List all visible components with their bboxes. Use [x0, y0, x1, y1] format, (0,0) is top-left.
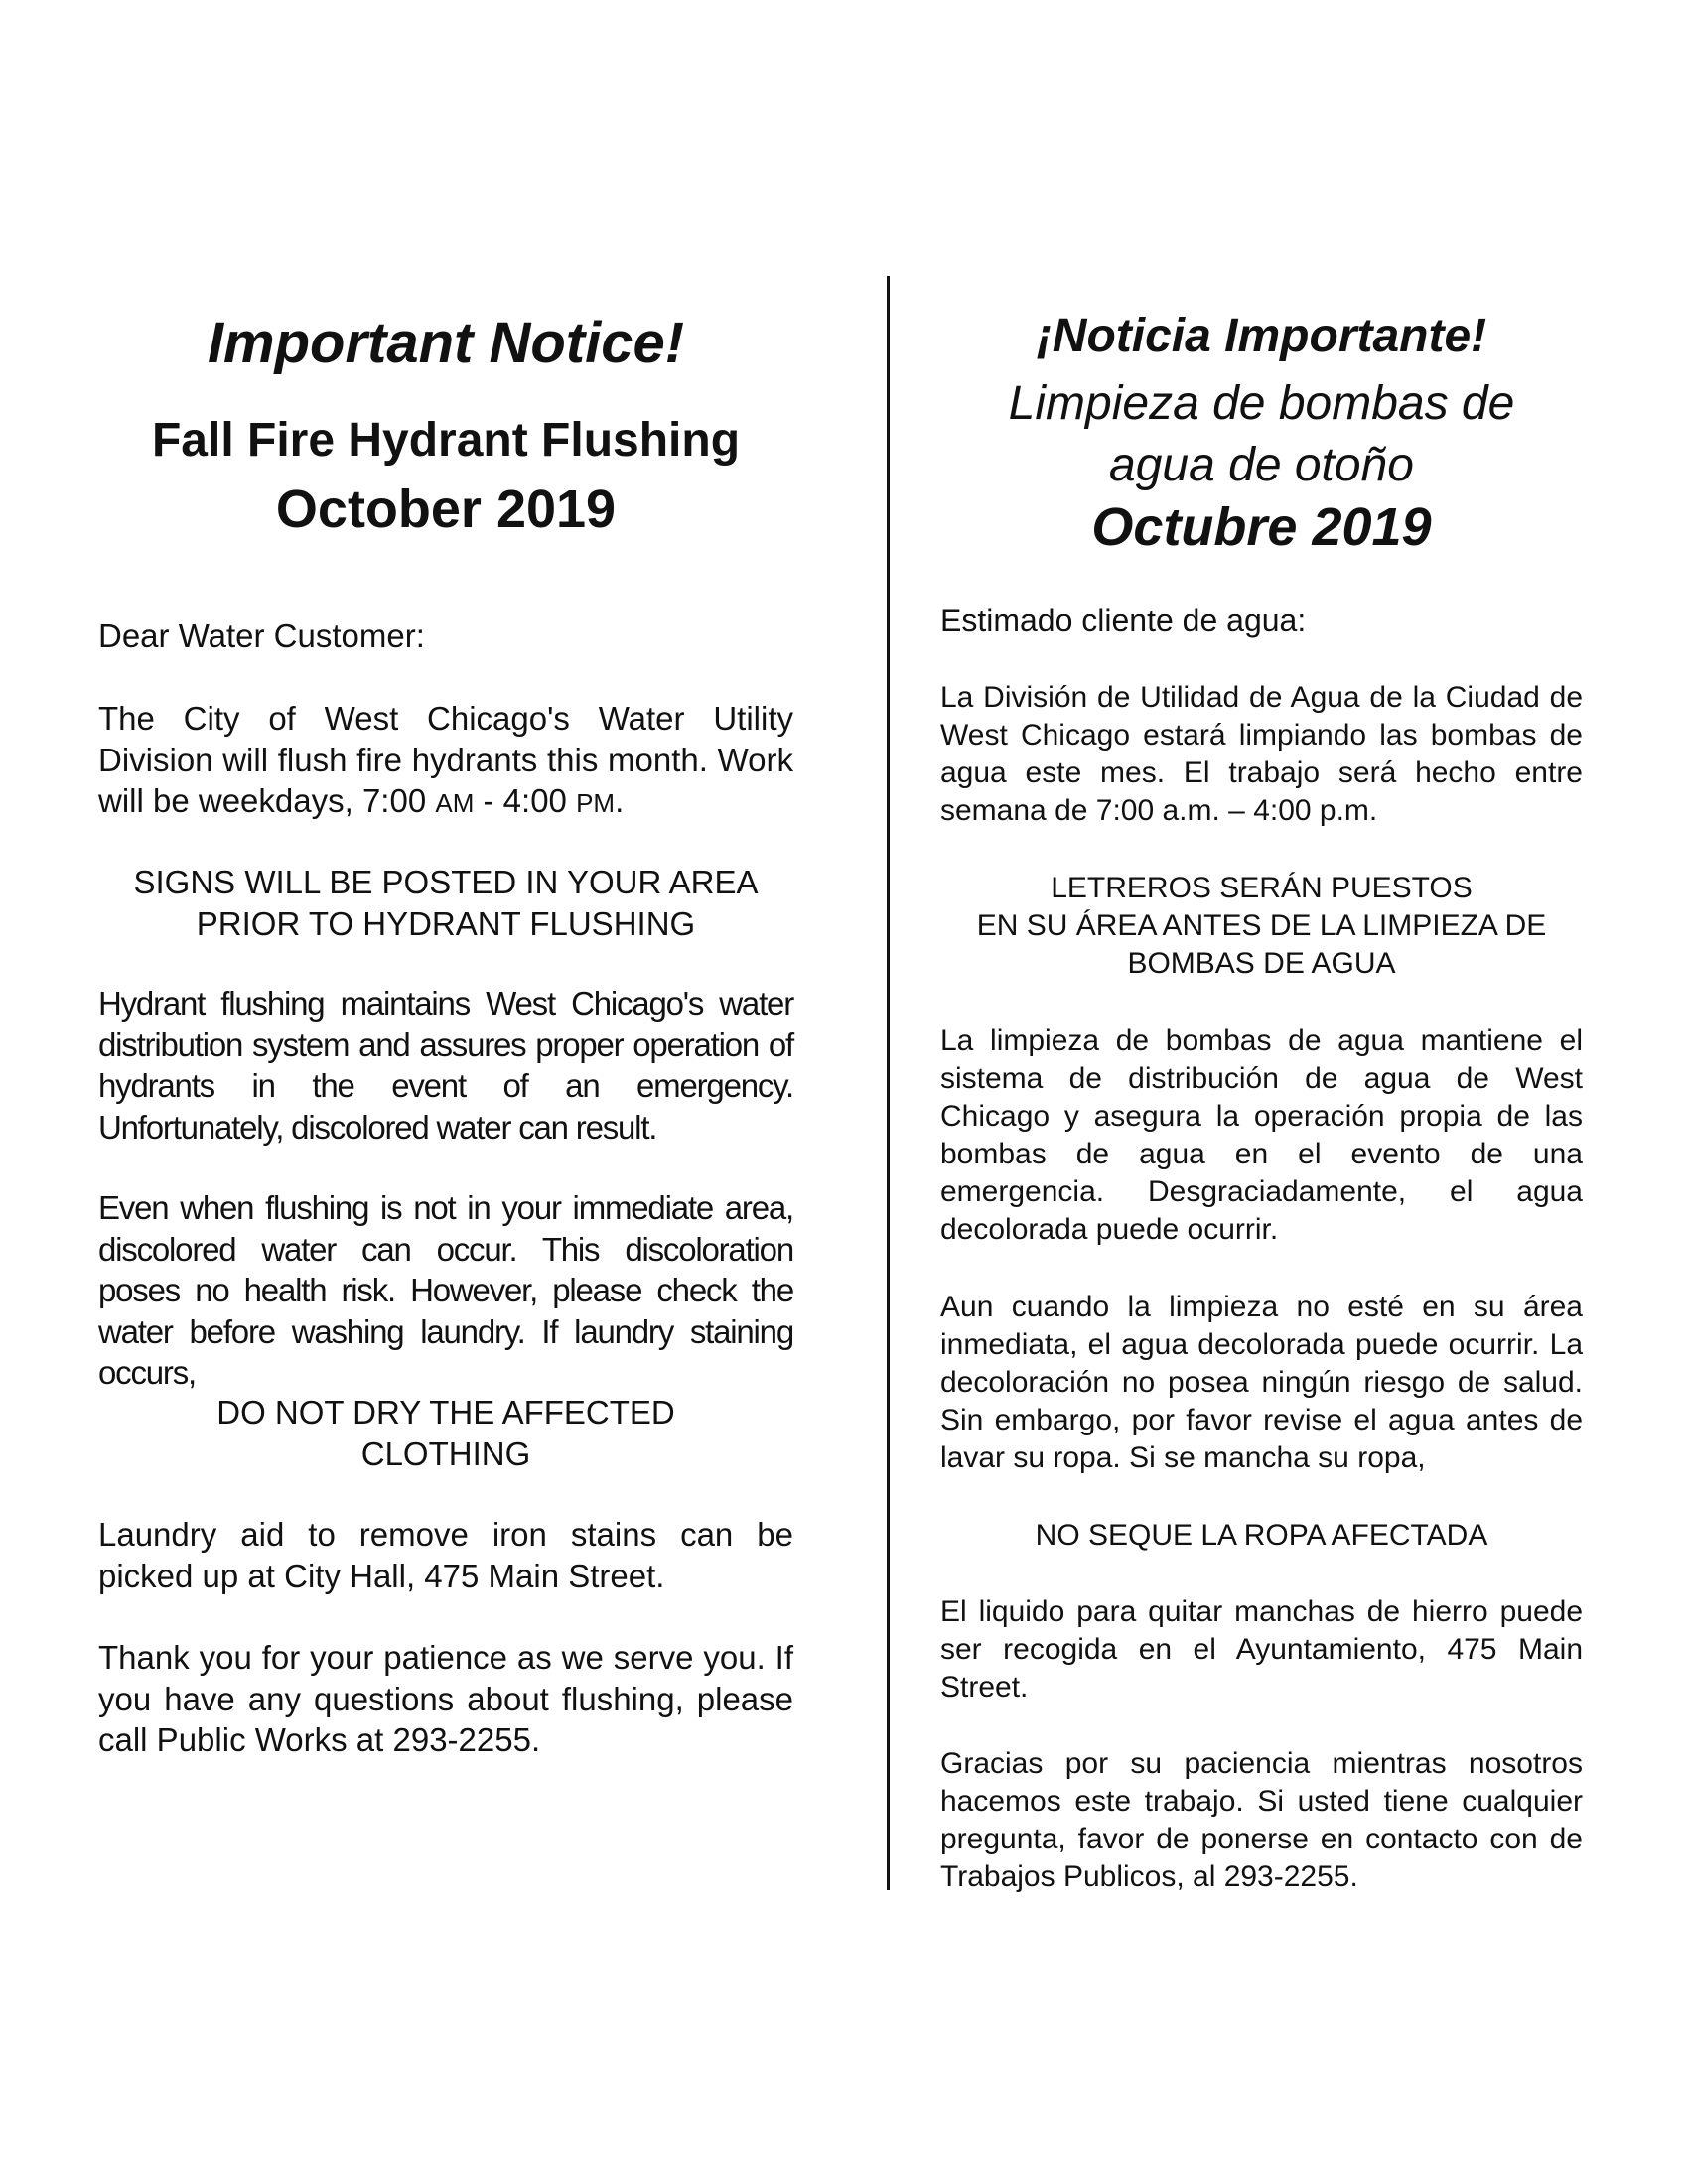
spanish-subtitle	[940, 373, 1583, 496]
spanish-date: Octubre 2019	[1091, 497, 1432, 557]
spanish-paragraph-1: La División de Utilidad de Agua de la Ciudad de West Chicago estará limpiando las bombas de agua este mes. El trabajo será hecho entre semana de 7:00 a.m. – 4:00 p.m.	[940, 681, 1583, 827]
spanish-subtitle-line-2: agua de otoño	[1109, 439, 1414, 491]
spanish-warning: NO SEQUE LA ROPA AFECTADA	[1035, 1519, 1488, 1552]
english-paragraph-5: Thank you for your patience as we serve you. If you have any questions about flushing, please call Public Works at 293-2255.	[98, 1639, 793, 1758]
spanish-signs-line-1: LETREROS SERÁN PUESTOS	[1051, 872, 1473, 904]
english-warning-line-1: DO NOT DRY THE AFFECTED	[216, 1394, 675, 1431]
spanish-signs-notice	[940, 870, 1583, 983]
english-greeting: Dear Water Customer:	[98, 617, 425, 654]
spanish-paragraph-5: Gracias por su paciencia mientras nosotros hacemos este trabajo. Si usted tiene cualquier pregunta, favor de ponerse en contacto con de Trabajos Publicos, al 293-2255.	[940, 1747, 1583, 1893]
spanish-signs-line-3: BOMBAS DE AGUA	[1127, 947, 1396, 980]
english-signs-line-1: SIGNS WILL BE POSTED IN YOUR AREA	[133, 864, 759, 900]
spanish-paragraph-2: La limpieza de bombas de agua mantiene el sistema de distribución de agua de West Chicago y asegura la operación propia de las bombas de agua en el evento de una emergencia. Desgraciadamente, el agua decolorada puede ocurrir.	[940, 1024, 1583, 1246]
english-paragraph-1: The City of West Chicago's Water Utility Division will flush fire hydrants this month. Work will be weekdays, 7:00 AM - 4:00 PM.	[98, 700, 793, 819]
spanish-paragraph-3: Aun cuando la limpieza no esté en su área inmediata, el agua decolorada puede ocurrir. La decoloración no posea ningún riesgo de salud. Sin embargo, por favor revise el agua antes de lavar su ropa. Si se mancha su ropa,	[940, 1291, 1583, 1474]
english-warning	[98, 1392, 793, 1474]
english-paragraph-3: Even when flushing is not in your immediate area, discolored water can occur. This discoloration poses no health risk. However, please check the water before washing laundry. If laundry staining occurs,	[98, 1189, 793, 1391]
spanish-notice-heading: ¡Noticia Importante!	[1036, 310, 1487, 362]
spanish-subtitle-line-1: Limpieza de bombas de	[1008, 377, 1515, 430]
spanish-signs-line-2: EN SU ÁREA ANTES DE LA LIMPIEZA DE	[976, 909, 1547, 942]
english-warning-line-2: CLOTHING	[360, 1434, 531, 1472]
english-signs-notice	[98, 862, 793, 944]
spanish-greeting: Estimado cliente de agua:	[940, 603, 1307, 638]
english-paragraph-4: Laundry aid to remove iron stains can be picked up at City Hall, 475 Main Street.	[98, 1516, 793, 1594]
spanish-paragraph-4: El liquido para quitar manchas de hierro puede ser recogida en el Ayuntamiento, 475 Main Street.	[940, 1595, 1583, 1704]
english-subtitle: Fall Fire Hydrant Flushing	[151, 414, 741, 467]
column-divider	[887, 276, 890, 1890]
english-notice-heading: Important Notice!	[207, 311, 685, 375]
english-paragraph-2: Hydrant flushing maintains West Chicago's water distribution system and assures proper operation of hydrants in the event of an emergency. Unfortunately, discolored water can result.	[98, 985, 793, 1146]
english-signs-line-2: PRIOR TO HYDRANT FLUSHING	[196, 904, 696, 942]
english-date: October 2019	[275, 479, 617, 539]
